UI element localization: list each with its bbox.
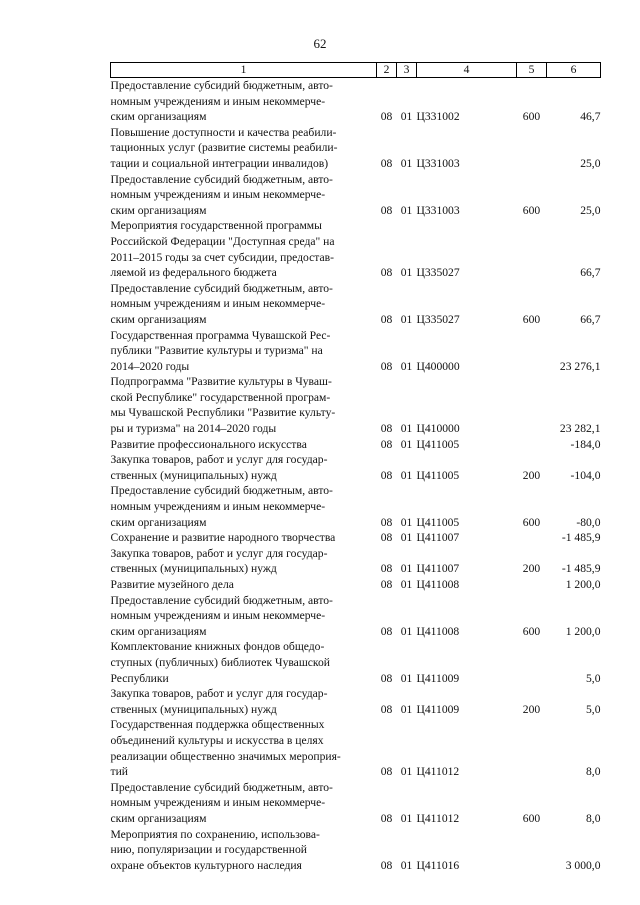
row-section: 08 <box>380 203 393 217</box>
row-target-article: Ц411005 <box>416 437 460 451</box>
row-target-article: Ц411007 <box>416 531 460 545</box>
row-section: 08 <box>380 468 393 482</box>
table-row <box>111 577 601 593</box>
description-line: ры и туризма" на 2014–2020 годы <box>110 422 277 436</box>
row-expense-type: 600 <box>522 203 541 217</box>
description-line: 2011–2015 годы за счет субсидии, предостав- <box>110 250 334 264</box>
header-row <box>111 63 601 78</box>
row-expense-type: 600 <box>522 811 541 825</box>
row-description <box>111 717 377 779</box>
row-description <box>111 530 377 546</box>
description-line: Повышение доступности и качества реабили- <box>110 125 337 139</box>
row-amount: 23 276,1 <box>559 359 601 373</box>
row-target-article: Ц335027 <box>416 312 460 326</box>
row-description <box>111 281 377 328</box>
description-line: Закупка товаров, работ и услуг для государ- <box>110 687 328 701</box>
row-expense-type <box>517 530 547 546</box>
table-row <box>111 172 601 219</box>
row-subsection: 01 <box>400 468 413 482</box>
header-col-5: 5 <box>517 63 547 78</box>
row-subsection: 01 <box>400 531 413 545</box>
table-row <box>111 437 601 453</box>
row-section: 08 <box>380 359 393 373</box>
description-line: реализации общественно значимых мероприя- <box>110 749 341 763</box>
row-section: 08 <box>380 515 393 529</box>
row-subsection: 01 <box>400 858 413 872</box>
row-description <box>111 452 377 483</box>
description-line: тационных услуг (развитие системы реабили- <box>110 141 338 155</box>
row-target-article: Ц411005 <box>416 468 460 482</box>
row-amount: -1 485,9 <box>561 562 601 576</box>
table-row <box>111 530 601 546</box>
description-line: ственных (муниципальных) нужд <box>110 468 277 482</box>
row-amount: 66,7 <box>580 266 601 280</box>
row-subsection: 01 <box>400 515 413 529</box>
table-row <box>111 483 601 530</box>
description-line: Предоставление субсидий бюджетным, авто- <box>110 172 333 186</box>
row-section: 08 <box>380 312 393 326</box>
row-target-article: Ц400000 <box>416 359 460 373</box>
description-line: тации и социальной интеграции инвалидов) <box>110 156 329 170</box>
row-target-article: Ц335027 <box>416 266 460 280</box>
row-amount: 8,0 <box>586 811 601 825</box>
row-target-article: Ц411012 <box>416 765 460 779</box>
row-subsection: 01 <box>400 578 413 591</box>
row-section: 08 <box>380 578 393 591</box>
row-subsection: 01 <box>400 312 413 326</box>
row-expense-type: 200 <box>522 468 541 482</box>
description-line: 2014–2020 годы <box>110 359 190 373</box>
budget-table <box>110 62 601 873</box>
row-amount: 25,0 <box>580 156 601 170</box>
description-line: Подпрограмма "Развитие культуры в Чуваш- <box>110 375 332 389</box>
table-row <box>111 78 601 125</box>
table-row <box>111 827 601 874</box>
row-amount: 25,0 <box>580 203 601 217</box>
table-row <box>111 328 601 375</box>
description-line: Предоставление субсидий бюджетным, авто- <box>110 780 333 794</box>
page-number: 62 <box>313 36 327 51</box>
row-amount: -80,0 <box>576 515 601 529</box>
row-subsection: 01 <box>400 422 413 436</box>
row-expense-type: 600 <box>522 312 541 326</box>
description-line: тий <box>110 765 128 779</box>
description-line: номным учреждениям и иным некоммерче- <box>110 297 326 311</box>
table-row <box>111 374 601 436</box>
row-subsection: 01 <box>400 765 413 779</box>
description-line: ственных (муниципальных) нужд <box>110 702 277 716</box>
row-expense-type <box>517 374 547 436</box>
row-target-article: Ц411012 <box>416 811 460 825</box>
row-target-article: Ц411007 <box>416 562 460 576</box>
description-line: охране объектов культурного наследия <box>110 858 302 872</box>
row-expense-type <box>517 639 547 686</box>
row-description <box>111 374 377 436</box>
row-description <box>111 437 377 453</box>
table-row <box>111 686 601 717</box>
description-line: номным учреждениям и иным некоммерче- <box>110 94 326 108</box>
row-subsection: 01 <box>400 437 413 451</box>
row-expense-type <box>517 577 547 593</box>
row-subsection: 01 <box>400 110 413 124</box>
description-line: Государственная программа Чувашской Рес- <box>110 328 331 342</box>
description-line: ственных (муниципальных) нужд <box>110 562 277 576</box>
description-line: Мероприятия по сохранению, использова- <box>110 827 320 841</box>
row-target-article: Ц411016 <box>416 858 460 872</box>
row-target-article: Ц411009 <box>416 702 460 716</box>
row-section: 08 <box>380 811 393 825</box>
description-line: Развитие музейного дела <box>110 578 234 591</box>
header-col-2: 2 <box>377 63 397 78</box>
header-col-3: 3 <box>397 63 417 78</box>
header-col-6: 6 <box>547 63 601 78</box>
row-target-article: Ц411008 <box>416 624 460 638</box>
row-subsection: 01 <box>400 671 413 685</box>
row-target-article: Ц411005 <box>416 515 460 529</box>
row-section: 08 <box>380 624 393 638</box>
description-line: Закупка товаров, работ и услуг для государ- <box>110 453 328 467</box>
row-subsection: 01 <box>400 266 413 280</box>
row-section: 08 <box>380 110 393 124</box>
description-line: Российской Федерации "Доступная среда" на <box>110 234 335 248</box>
description-line: мы Чувашской Республики "Развитие культу- <box>110 406 336 420</box>
row-section: 08 <box>380 156 393 170</box>
row-section: 08 <box>380 266 393 280</box>
row-amount: -1 485,9 <box>561 531 601 545</box>
row-subsection: 01 <box>400 811 413 825</box>
row-amount: 3 000,0 <box>565 858 601 872</box>
table-row <box>111 780 601 827</box>
row-description <box>111 577 377 593</box>
description-line: ским организациям <box>110 203 207 217</box>
row-section: 08 <box>380 531 393 545</box>
description-line: Государственная поддержка общественных <box>110 718 325 732</box>
table-row <box>111 639 601 686</box>
table-row <box>111 717 601 779</box>
description-line: номным учреждениям и иным некоммерче- <box>110 500 326 514</box>
row-description <box>111 639 377 686</box>
row-expense-type: 200 <box>522 702 541 716</box>
row-section: 08 <box>380 671 393 685</box>
description-line: ским организациям <box>110 624 207 638</box>
row-expense-type <box>517 328 547 375</box>
description-line: ступных (публичных) библиотек Чувашской <box>110 655 330 669</box>
description-line: ляемой из федерального бюджета <box>110 266 277 280</box>
row-description <box>111 218 377 280</box>
row-target-article: Ц411009 <box>416 671 460 685</box>
row-target-article: Ц411008 <box>416 578 460 591</box>
description-line: Предоставление субсидий бюджетным, авто- <box>110 484 333 498</box>
row-description <box>111 593 377 640</box>
table-row <box>111 593 601 640</box>
row-subsection: 01 <box>400 156 413 170</box>
row-description <box>111 78 377 125</box>
row-expense-type <box>517 218 547 280</box>
description-line: нию, популяризации и государственной <box>110 843 307 857</box>
row-section: 08 <box>380 765 393 779</box>
row-description <box>111 483 377 530</box>
row-description <box>111 125 377 172</box>
row-expense-type: 600 <box>522 110 541 124</box>
description-line: ским организациям <box>110 110 207 124</box>
description-line: ским организациям <box>110 811 207 825</box>
row-subsection: 01 <box>400 359 413 373</box>
row-amount: 1 200,0 <box>565 624 601 638</box>
description-line: Закупка товаров, работ и услуг для государ- <box>110 546 328 560</box>
row-expense-type <box>517 827 547 874</box>
description-line: номным учреждениям и иным некоммерче- <box>110 796 326 810</box>
row-subsection: 01 <box>400 624 413 638</box>
row-amount: 23 282,1 <box>559 422 601 436</box>
description-line: ским организациям <box>110 515 207 529</box>
description-line: Предоставление субсидий бюджетным, авто- <box>110 593 333 607</box>
table-row <box>111 281 601 328</box>
description-line: номным учреждениям и иным некоммерче- <box>110 609 326 623</box>
row-expense-type <box>517 717 547 779</box>
row-expense-type: 200 <box>522 562 541 576</box>
table-row <box>111 125 601 172</box>
row-expense-type <box>517 125 547 172</box>
table-row <box>111 546 601 577</box>
row-section: 08 <box>380 858 393 872</box>
row-subsection: 01 <box>400 702 413 716</box>
table-row <box>111 218 601 280</box>
row-target-article: Ц410000 <box>416 422 460 436</box>
row-amount: -184,0 <box>570 437 601 451</box>
row-amount: 5,0 <box>586 702 601 716</box>
description-line: ским организациям <box>110 312 207 326</box>
row-description <box>111 780 377 827</box>
row-subsection: 01 <box>400 562 413 576</box>
row-description <box>111 546 377 577</box>
row-description <box>111 686 377 717</box>
description-line: Мероприятия государственной программы <box>110 219 322 233</box>
row-target-article: Ц331003 <box>416 156 460 170</box>
description-line: Сохранение и развитие народного творчества <box>110 531 336 545</box>
row-subsection: 01 <box>400 203 413 217</box>
description-line: Республики <box>110 671 169 685</box>
row-section: 08 <box>380 437 393 451</box>
table-row <box>111 452 601 483</box>
row-amount: 8,0 <box>586 765 601 779</box>
row-section: 08 <box>380 422 393 436</box>
row-section: 08 <box>380 562 393 576</box>
row-description <box>111 172 377 219</box>
row-description <box>111 827 377 874</box>
table-body <box>111 78 601 874</box>
description-line: объединений культуры и искусства в целях <box>110 733 324 747</box>
header-col-1: 1 <box>111 63 377 78</box>
row-section: 08 <box>380 702 393 716</box>
row-description <box>111 328 377 375</box>
description-line: Развитие профессионального искусства <box>110 437 307 451</box>
description-line: Предоставление субсидий бюджетным, авто- <box>110 79 333 92</box>
row-expense-type <box>517 437 547 453</box>
row-expense-type: 600 <box>522 624 541 638</box>
row-target-article: Ц331002 <box>416 110 460 124</box>
row-expense-type: 600 <box>522 515 541 529</box>
description-line: номным учреждениям и иным некоммерче- <box>110 188 326 202</box>
row-amount: 66,7 <box>580 312 601 326</box>
description-line: ской Республике" государственной програм- <box>110 390 331 404</box>
row-amount: 1 200,0 <box>565 578 601 591</box>
description-line: Предоставление субсидий бюджетным, авто- <box>110 281 333 295</box>
row-amount: -104,0 <box>570 468 601 482</box>
description-line: Комплектование книжных фондов общедо- <box>110 640 325 654</box>
row-amount: 5,0 <box>586 671 601 685</box>
row-target-article: Ц331003 <box>416 203 460 217</box>
description-line: публики "Развитие культуры и туризма" на <box>110 344 323 358</box>
header-col-4: 4 <box>417 63 517 78</box>
row-amount: 46,7 <box>580 110 601 124</box>
